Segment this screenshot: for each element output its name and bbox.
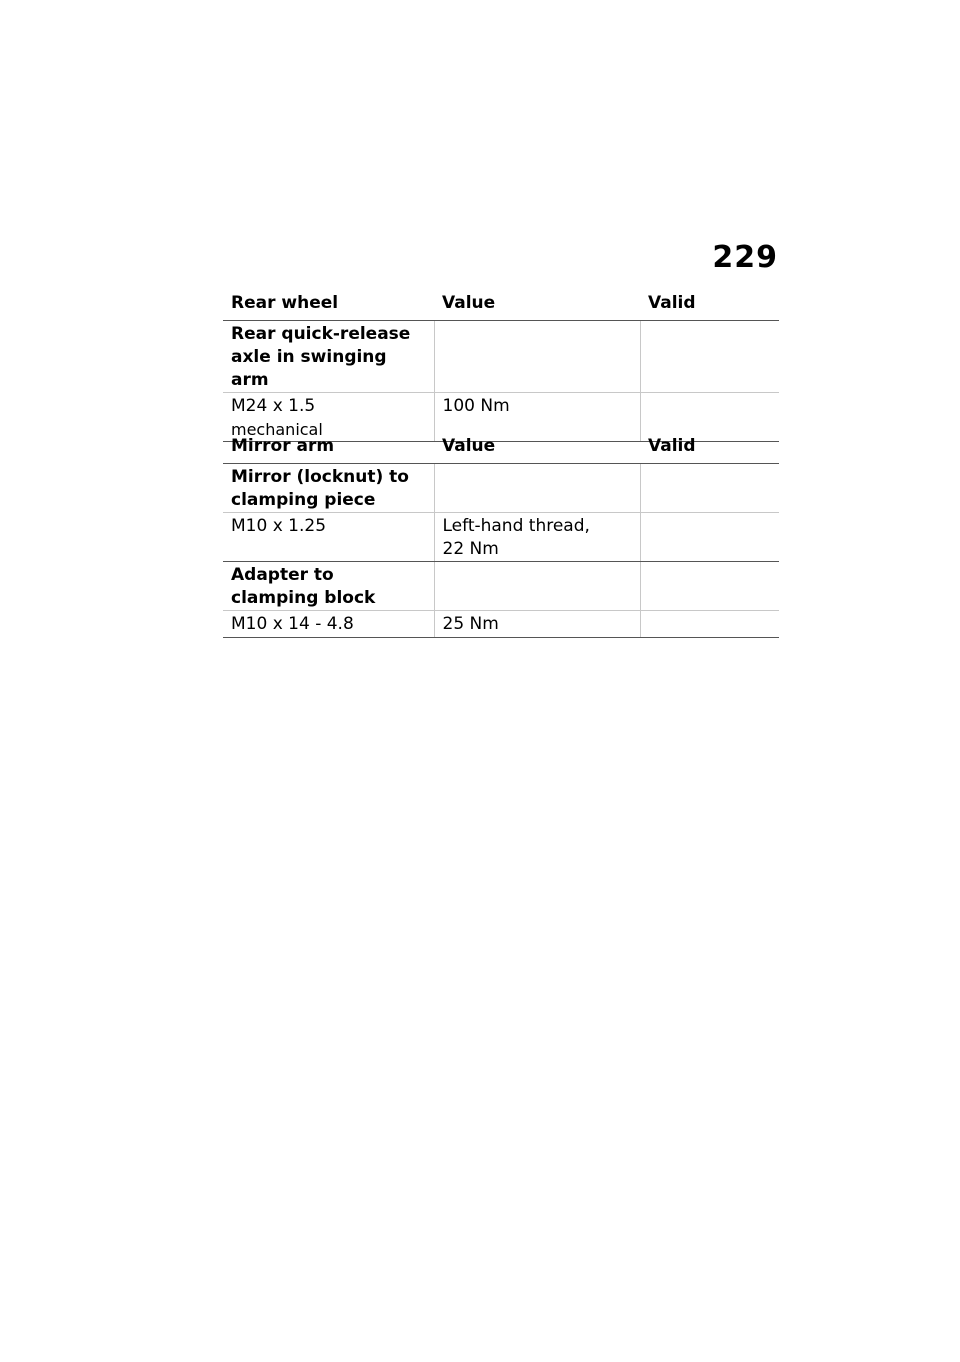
empty-cell: [434, 321, 640, 393]
valid-cell: [640, 611, 779, 638]
empty-cell: [640, 321, 779, 393]
spec-cell: M10 x 1.25: [223, 513, 434, 562]
section-row: [223, 562, 779, 611]
page-number: 229: [712, 240, 778, 275]
section-row: [223, 321, 779, 393]
value-line: Left-hand thread,: [442, 516, 590, 536]
spec-cell: M10 x 14 - 4.8: [223, 611, 434, 638]
value-cell: 25 Nm: [434, 611, 640, 638]
empty-cell: [640, 562, 779, 611]
header-valid: Valid: [640, 289, 779, 321]
header-mirror-arm: Mirror arm: [223, 432, 434, 464]
section-title: Mirror (locknut) to clamping piece: [223, 464, 434, 513]
empty-cell: [434, 464, 640, 513]
header-valid: Valid: [640, 432, 779, 464]
spec-text: M24 x 1.5: [231, 396, 316, 416]
value-cell: 100 Nm: [434, 393, 640, 442]
section-title: Rear quick-release axle in swinging arm: [223, 321, 434, 393]
value-cell: [434, 513, 640, 562]
header-value: Value: [434, 289, 640, 321]
table-row: [223, 611, 779, 638]
mirror-arm-table: [223, 432, 779, 638]
table-header-row: [223, 289, 779, 321]
empty-cell: [434, 562, 640, 611]
table-header-row: [223, 432, 779, 464]
valid-cell: [640, 513, 779, 562]
value-line: 22 Nm: [442, 539, 499, 559]
spec-note: mechanical: [231, 420, 323, 439]
section-row: [223, 464, 779, 513]
section-title: Adapter to clamping block: [223, 562, 434, 611]
empty-cell: [640, 464, 779, 513]
header-value: Value: [434, 432, 640, 464]
rear-wheel-table: [223, 289, 779, 442]
table-row: [223, 513, 779, 562]
header-rear-wheel: Rear wheel: [223, 289, 434, 321]
